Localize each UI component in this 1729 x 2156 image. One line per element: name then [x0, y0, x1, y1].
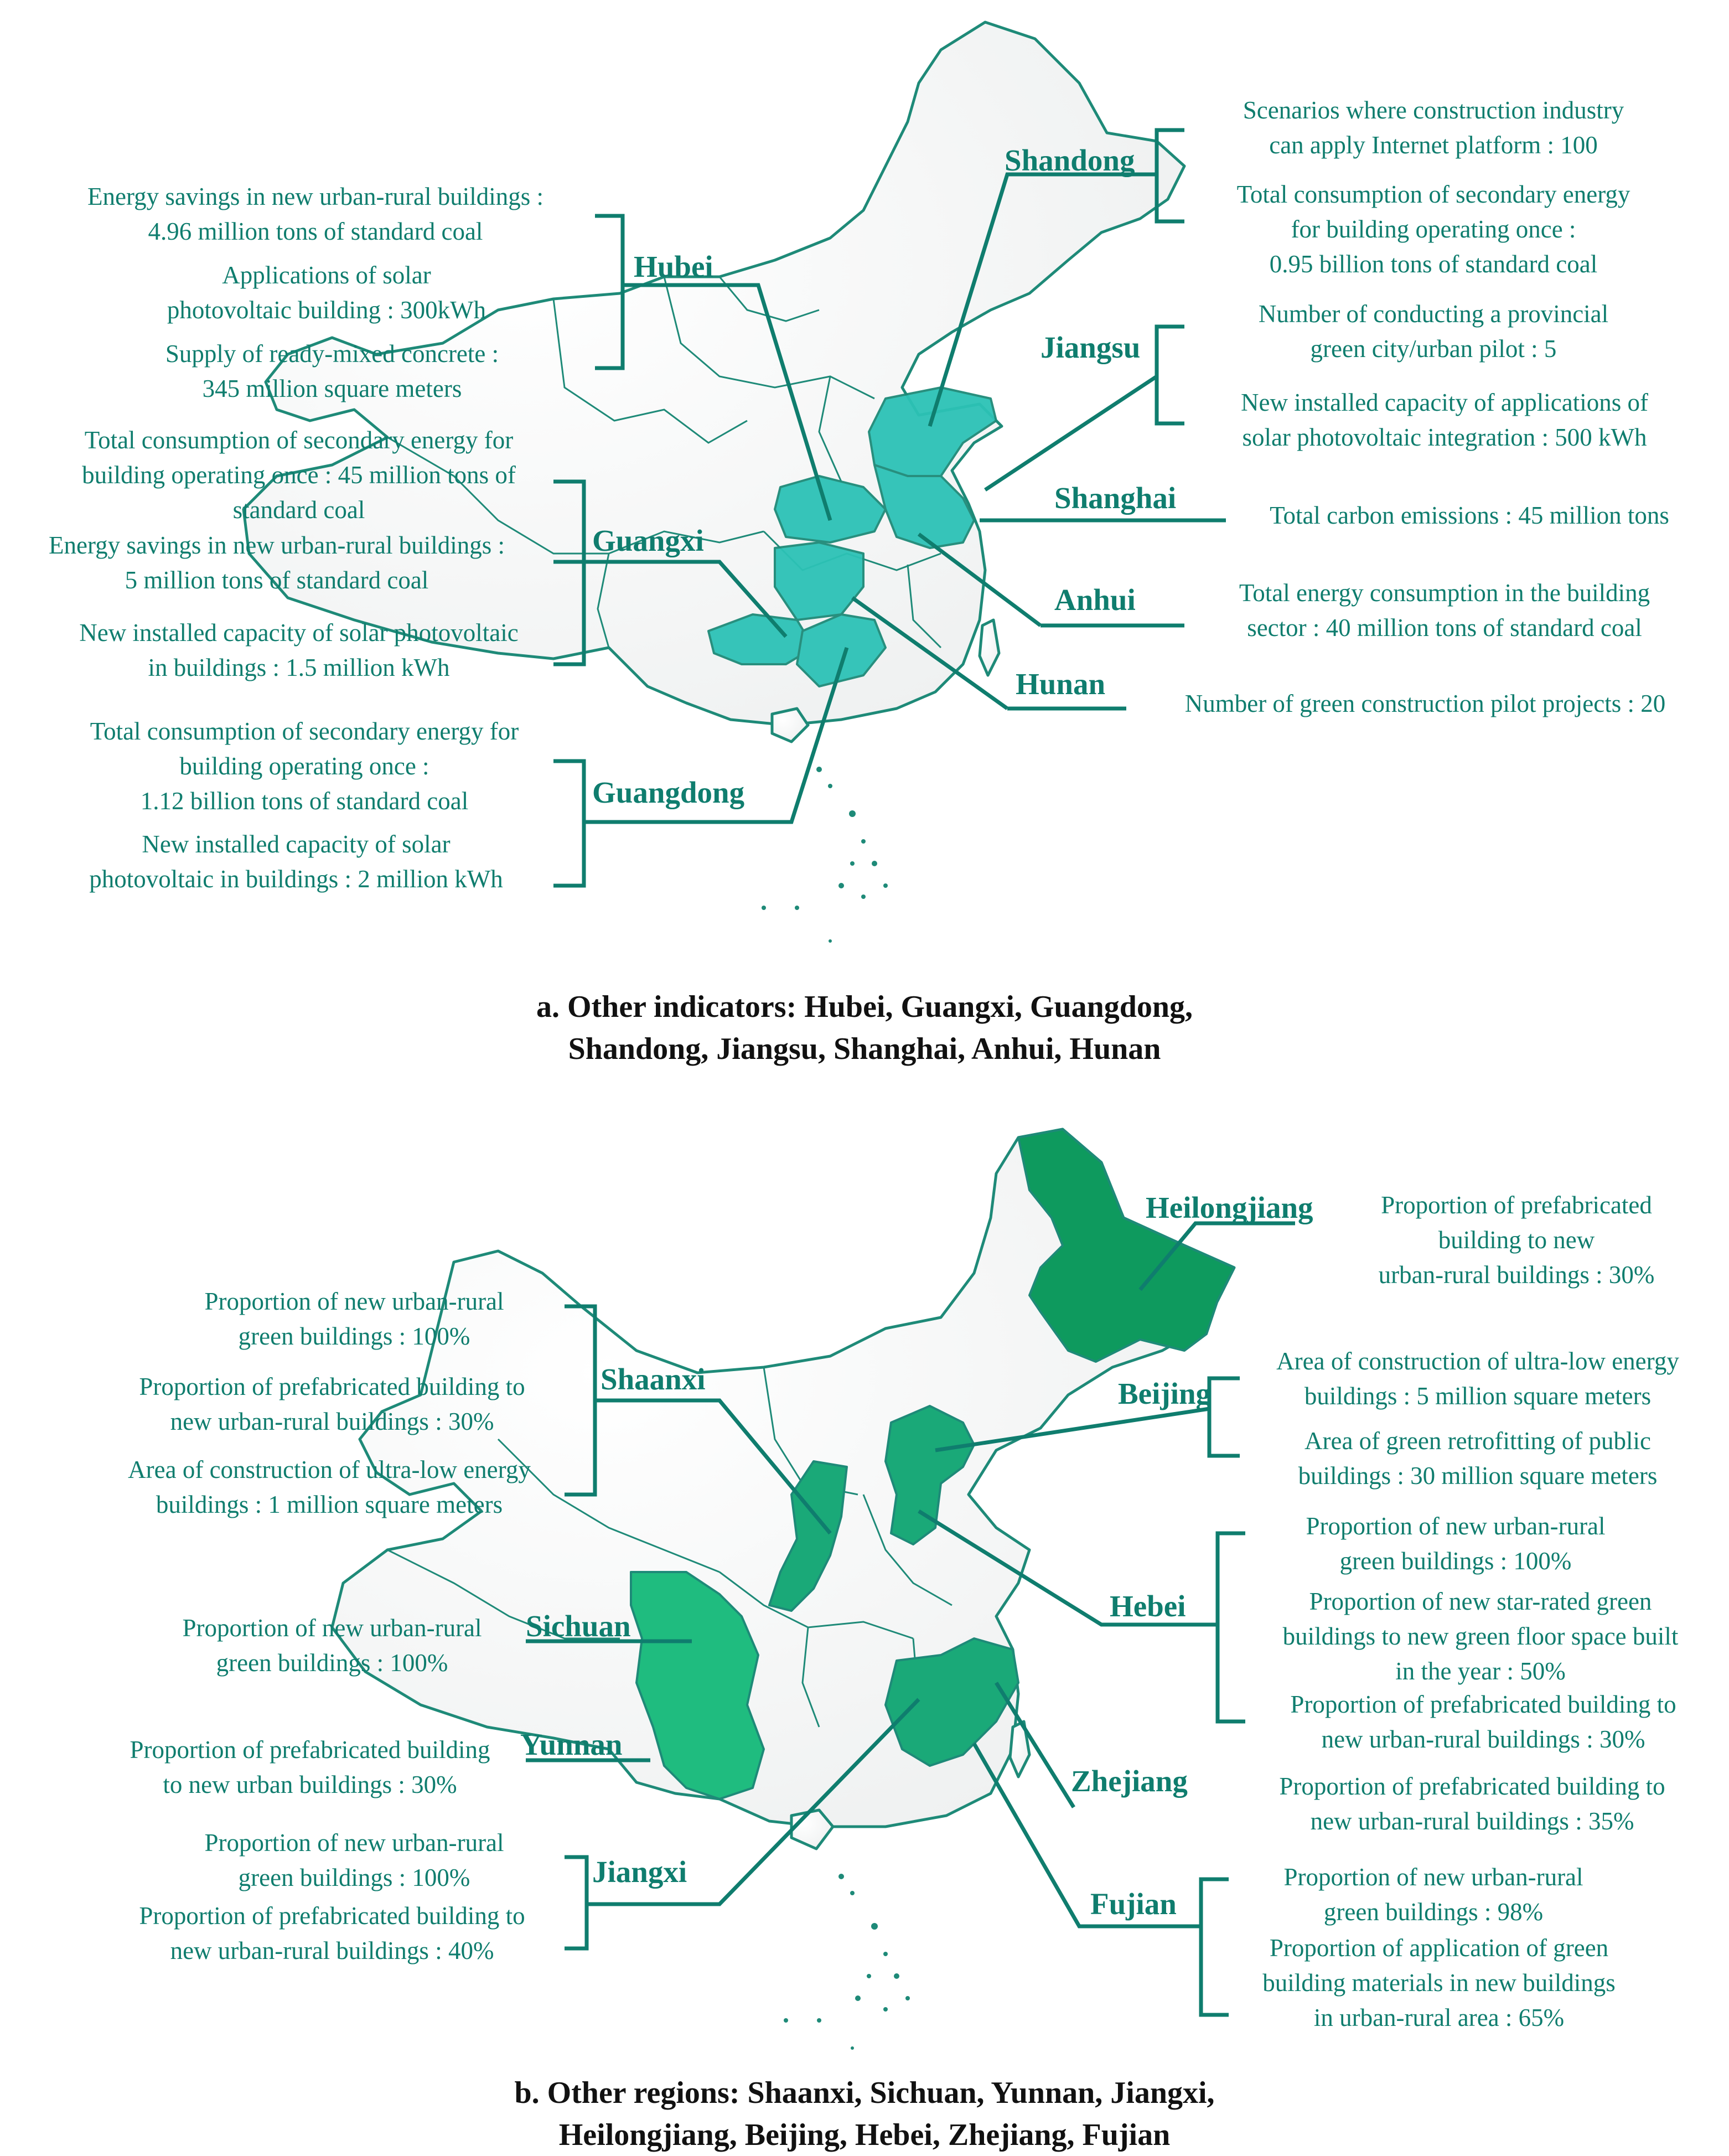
shandong-indicator-1: Scenarios where construction industry can apply Internet platform : 100	[1243, 96, 1624, 159]
panel-b-islands	[784, 1874, 910, 2050]
province-label-zhejiang: Zhejiang	[1071, 1764, 1188, 1798]
province-label-heilongjiang: Heilongjiang	[1146, 1191, 1313, 1224]
region-shandong-hebei-a	[869, 387, 996, 476]
province-label-shaanxi: Shaanxi	[601, 1362, 706, 1396]
province-label-fujian: Fujian	[1090, 1887, 1177, 1921]
hubei-indicator-3: Supply of ready-mixed concrete : 345 million square meters	[165, 340, 499, 402]
hebei-indicator-1: Proportion of new urban-rural green buildings : 100%	[1306, 1512, 1606, 1575]
shanghai-indicator-1: Total carbon emissions : 45 million tons	[1270, 501, 1669, 529]
guangxi-indicator-1: Total consumption of secondary energy for building operating once : 45 million tons of standard coal	[82, 426, 516, 524]
panel-b-caption-line2: Heilongjiang, Beijing, Hebei, Zhejiang, Fujian	[558, 2118, 1171, 2152]
heilongjiang-indicator-1: Proportion of prefabricated building to new urban-rural buildings : 30%	[1378, 1191, 1655, 1289]
province-label-hunan: Hunan	[1016, 667, 1106, 701]
jiangxi-indicator-2: Proportion of prefabricated building to new urban-rural buildings : 40%	[139, 1902, 525, 1964]
province-label-sichuan: Sichuan	[526, 1609, 631, 1643]
sichuan-indicator-1: Proportion of new urban-rural green buildings : 100%	[182, 1614, 482, 1677]
guangdong-indicator-1: Total consumption of secondary energy for building operating once : 1.12 billion tons of standard coal	[90, 717, 519, 815]
province-label-anhui: Anhui	[1054, 583, 1136, 617]
panel-a-caption-line2: Shandong, Jiangsu, Shanghai, Anhui, Hunan	[568, 1032, 1161, 1066]
hubei-indicator-1: Energy savings in new urban-rural buildings : 4.96 million tons of standard coal	[87, 183, 544, 245]
beijing-indicator-2: Area of green retrofitting of public buildings : 30 million square meters	[1298, 1427, 1658, 1490]
province-label-guangxi: Guangxi	[592, 524, 704, 557]
hunan-indicator-1: Number of green construction pilot projects : 20	[1184, 690, 1666, 717]
hebei-indicator-2: Proportion of new star-rated green buildings to new green floor space built in the year : 50%	[1282, 1588, 1679, 1685]
province-label-yunnan: Yunnan	[520, 1728, 623, 1761]
shaanxi-indicator-3: Area of construction of ultra-low energy buildings : 1 million square meters	[128, 1456, 531, 1518]
panel-a-caption-line1: a. Other indicators: Hubei, Guangxi, Guangdong,	[536, 990, 1193, 1024]
panel-a-islands	[762, 767, 888, 943]
shandong-indicator-2: Total consumption of secondary energy for building operating once : 0.95 billion tons of standard coal	[1236, 180, 1630, 278]
hebei-indicator-3: Proportion of prefabricated building to new urban-rural buildings : 30%	[1290, 1690, 1676, 1753]
fujian-indicator-2: Proportion of application of green building materials in new buildings in urban-rural area : 65%	[1262, 1934, 1616, 2031]
shaanxi-indicator-1: Proportion of new urban-rural green buildings : 100%	[204, 1288, 504, 1350]
anhui-indicator-1: Total energy consumption in the building sector : 40 million tons of standard coal	[1239, 579, 1650, 642]
guangxi-indicator-3: New installed capacity of solar photovoltaic in buildings : 1.5 million kWh	[79, 619, 519, 681]
jiangsu-indicator-1: Number of conducting a provincial green city/urban pilot : 5	[1258, 300, 1609, 363]
panel-b-caption-line1: b. Other regions: Shaanxi, Sichuan, Yunnan, Jiangxi,	[514, 2076, 1215, 2110]
guangdong-indicator-2: New installed capacity of solar photovoltaic in buildings : 2 million kWh	[89, 830, 503, 893]
guangxi-indicator-2: Energy savings in new urban-rural buildings : 5 million tons of standard coal	[48, 531, 505, 594]
province-label-jiangxi: Jiangxi	[592, 1855, 687, 1889]
taiwan-island-a	[980, 620, 999, 675]
province-label-hubei: Hubei	[634, 250, 713, 283]
province-label-guangdong: Guangdong	[592, 775, 745, 809]
hubei-indicator-2: Applications of solar photovoltaic building : 300kWh	[167, 261, 486, 324]
province-label-hebei: Hebei	[1110, 1589, 1186, 1623]
fujian-indicator-1: Proportion of new urban-rural green buildings : 98%	[1283, 1863, 1583, 1926]
zhejiang-indicator-1: Proportion of prefabricated building to new urban-rural buildings : 35%	[1279, 1772, 1665, 1835]
yunnan-indicator-1: Proportion of prefabricated building to new urban buildings : 30%	[130, 1736, 490, 1798]
jiangsu-indicator-2: New installed capacity of applications of solar photovoltaic integration : 500 kWh	[1241, 389, 1648, 451]
jiangxi-indicator-1: Proportion of new urban-rural green buildings : 100%	[204, 1829, 504, 1891]
beijing-indicator-1: Area of construction of ultra-low energy buildings : 5 million square meters	[1276, 1347, 1679, 1410]
province-label-beijing: Beijing	[1118, 1377, 1212, 1410]
province-label-jiangsu: Jiangsu	[1040, 330, 1141, 364]
province-label-shanghai: Shanghai	[1054, 481, 1177, 515]
shaanxi-indicator-2: Proportion of prefabricated building to new urban-rural buildings : 30%	[139, 1373, 525, 1435]
province-label-shandong: Shandong	[1005, 143, 1135, 177]
